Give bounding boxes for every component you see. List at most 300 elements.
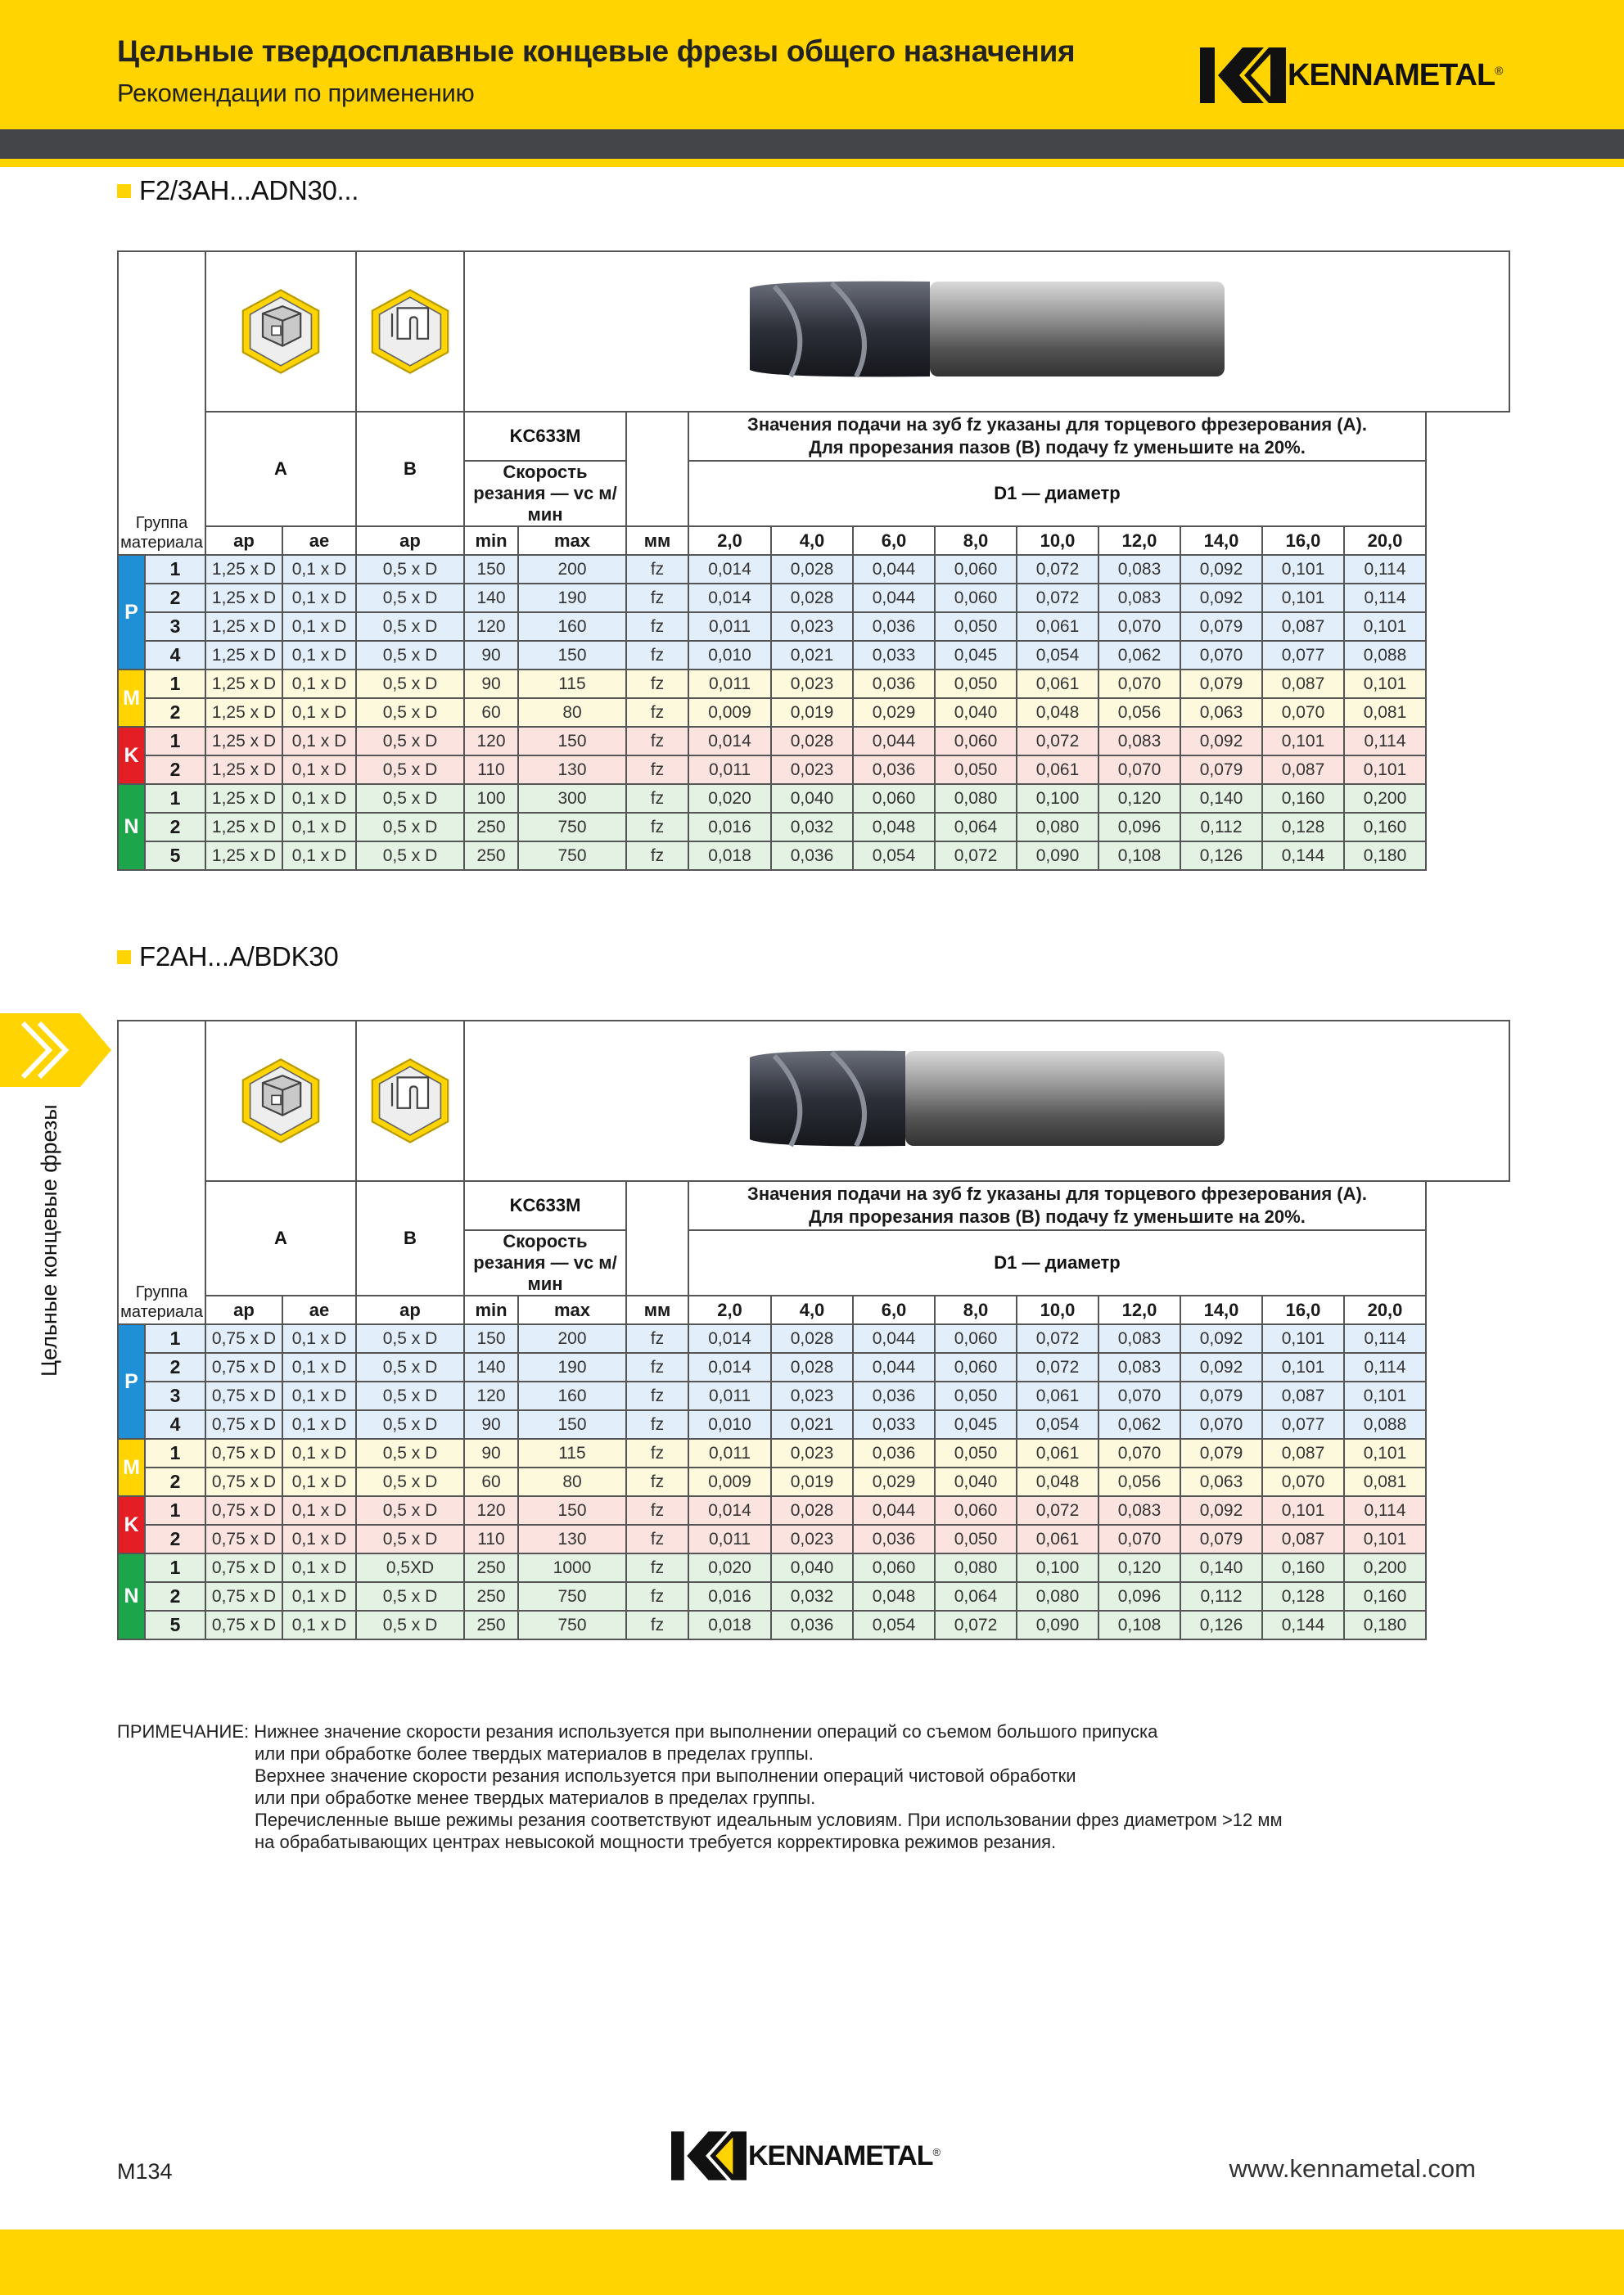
material-subgroup: 5 bbox=[145, 1611, 205, 1639]
logo-text: KENNAMETAL bbox=[1288, 57, 1495, 92]
table-row bbox=[118, 727, 1509, 755]
ae-value: 0,1 x D bbox=[282, 1439, 356, 1468]
material-subgroup: 3 bbox=[145, 1382, 205, 1410]
feed-value: 0,180 bbox=[1344, 841, 1426, 870]
table-row bbox=[118, 1324, 1509, 1353]
feed-value: 0,048 bbox=[1017, 698, 1098, 727]
table-row bbox=[118, 1439, 1509, 1468]
ae-value: 0,1 x D bbox=[282, 1468, 356, 1496]
ap-b-value: 0,5 x D bbox=[356, 612, 464, 641]
speed-max-value: 190 bbox=[518, 584, 626, 612]
feed-value: 0,079 bbox=[1180, 670, 1262, 698]
unit-value: fz bbox=[626, 813, 688, 841]
feed-value: 0,054 bbox=[1017, 641, 1098, 670]
feed-value: 0,101 bbox=[1262, 1496, 1344, 1525]
feed-value: 0,033 bbox=[853, 1410, 935, 1439]
unit-value: fz bbox=[626, 1410, 688, 1439]
feed-value: 0,050 bbox=[935, 1525, 1017, 1553]
feed-value: 0,023 bbox=[771, 1525, 853, 1553]
speed-max-value: 300 bbox=[518, 784, 626, 813]
feed-value: 0,087 bbox=[1262, 1439, 1344, 1468]
ap-value: 1,25 x D bbox=[205, 670, 282, 698]
material-subgroup: 4 bbox=[145, 641, 205, 670]
feed-value: 0,062 bbox=[1098, 641, 1180, 670]
diameter-5-header: 12,0 bbox=[1098, 526, 1180, 555]
speed-min-value: 60 bbox=[464, 698, 518, 727]
material-group-P: P bbox=[118, 1324, 145, 1439]
ap-b-value: 0,5 x D bbox=[356, 1525, 464, 1553]
feed-value: 0,101 bbox=[1344, 670, 1426, 698]
unit-value: fz bbox=[626, 1582, 688, 1611]
feed-value: 0,083 bbox=[1098, 584, 1180, 612]
note-line: Перечисленные выше режимы резания соответствуют идеальным условиям. При использовании фрез диаметром >12 мм bbox=[255, 1810, 1283, 1830]
feed-value: 0,114 bbox=[1344, 584, 1426, 612]
speed-max-value: 750 bbox=[518, 813, 626, 841]
feed-value: 0,079 bbox=[1180, 1382, 1262, 1410]
endmill-image-cell bbox=[464, 251, 1509, 412]
feed-value: 0,101 bbox=[1344, 755, 1426, 784]
unit-value: fz bbox=[626, 727, 688, 755]
material-subgroup: 1 bbox=[145, 1324, 205, 1353]
ap-b-value: 0,5 x D bbox=[356, 1382, 464, 1410]
unit-value: fz bbox=[626, 1382, 688, 1410]
speed-max-value: 190 bbox=[518, 1353, 626, 1382]
feed-value: 0,180 bbox=[1344, 1611, 1426, 1639]
ae-value: 0,1 x D bbox=[282, 641, 356, 670]
speed-min-value: 60 bbox=[464, 1468, 518, 1496]
feed-value: 0,092 bbox=[1180, 584, 1262, 612]
feed-value: 0,070 bbox=[1098, 1439, 1180, 1468]
speed-min-value: 120 bbox=[464, 1496, 518, 1525]
feed-value: 0,028 bbox=[771, 1496, 853, 1525]
feed-value: 0,070 bbox=[1098, 755, 1180, 784]
diameter-4-header: 10,0 bbox=[1017, 1296, 1098, 1324]
speed-min-value: 250 bbox=[464, 813, 518, 841]
table-row bbox=[118, 1468, 1509, 1496]
table-row bbox=[118, 1353, 1509, 1382]
ap-b-header: ap bbox=[356, 1296, 464, 1324]
ap-value: 0,75 x D bbox=[205, 1525, 282, 1553]
feed-value: 0,140 bbox=[1180, 784, 1262, 813]
speed-min-value: 150 bbox=[464, 1324, 518, 1353]
logo-text: KENNAMETAL bbox=[748, 2139, 933, 2171]
feed-note-line: Для прорезания пазов (B) подачу fz уменьшите на 20%. bbox=[809, 437, 1306, 458]
feed-value: 0,011 bbox=[688, 612, 771, 641]
ae-value: 0,1 x D bbox=[282, 1496, 356, 1525]
feed-value: 0,054 bbox=[853, 841, 935, 870]
feed-value: 0,029 bbox=[853, 1468, 935, 1496]
ap-value: 0,75 x D bbox=[205, 1410, 282, 1439]
feed-value: 0,011 bbox=[688, 1525, 771, 1553]
feed-value: 0,056 bbox=[1098, 698, 1180, 727]
feed-value: 0,061 bbox=[1017, 1525, 1098, 1553]
col-a-header: A bbox=[205, 1181, 356, 1296]
unit-value: fz bbox=[626, 612, 688, 641]
feed-value: 0,144 bbox=[1262, 841, 1344, 870]
endmill-image-cell bbox=[464, 1021, 1509, 1181]
feed-value: 0,070 bbox=[1262, 1468, 1344, 1496]
spec-table bbox=[117, 250, 1510, 871]
speed-max-value: 1000 bbox=[518, 1553, 626, 1582]
ae-value: 0,1 x D bbox=[282, 1324, 356, 1353]
mm-header: мм bbox=[626, 1296, 688, 1324]
feed-value: 0,021 bbox=[771, 1410, 853, 1439]
feed-value: 0,036 bbox=[853, 1439, 935, 1468]
feed-value: 0,114 bbox=[1344, 555, 1426, 584]
kennametal-k-icon bbox=[671, 2131, 747, 2180]
ap-value: 0,75 x D bbox=[205, 1439, 282, 1468]
table-row bbox=[118, 841, 1509, 870]
feed-value: 0,018 bbox=[688, 1611, 771, 1639]
feed-value: 0,044 bbox=[853, 584, 935, 612]
feed-value: 0,070 bbox=[1262, 698, 1344, 727]
table-row bbox=[118, 584, 1509, 612]
feed-value: 0,028 bbox=[771, 727, 853, 755]
feed-value: 0,018 bbox=[688, 841, 771, 870]
ap-b-value: 0,5 x D bbox=[356, 1324, 464, 1353]
feed-value: 0,019 bbox=[771, 1468, 853, 1496]
table-row bbox=[118, 1382, 1509, 1410]
speed-max-value: 200 bbox=[518, 555, 626, 584]
speed-max-value: 750 bbox=[518, 1582, 626, 1611]
kennametal-logo bbox=[1200, 47, 1504, 103]
feed-value: 0,048 bbox=[1017, 1468, 1098, 1496]
feed-value: 0,036 bbox=[771, 1611, 853, 1639]
header-yellow-stripe bbox=[0, 159, 1624, 167]
speed-header: Скорость резания — vc м/мин bbox=[464, 1230, 626, 1296]
diameter-2-header: 6,0 bbox=[853, 526, 935, 555]
ae-value: 0,1 x D bbox=[282, 612, 356, 641]
feed-value: 0,080 bbox=[935, 784, 1017, 813]
feed-value: 0,011 bbox=[688, 1439, 771, 1468]
feed-value: 0,128 bbox=[1262, 1582, 1344, 1611]
feed-value: 0,128 bbox=[1262, 813, 1344, 841]
ap-header: ap bbox=[205, 1296, 282, 1324]
speed-max-value: 150 bbox=[518, 1496, 626, 1525]
page-title: Цельные твердосплавные концевые фрезы общего назначения bbox=[117, 34, 1076, 68]
speed-header: Скорость резания — vc м/мин bbox=[464, 461, 626, 526]
feed-value: 0,088 bbox=[1344, 1410, 1426, 1439]
feed-value: 0,101 bbox=[1262, 1324, 1344, 1353]
unit-value: fz bbox=[626, 755, 688, 784]
table-row bbox=[118, 1525, 1509, 1553]
ap-b-value: 0,5 x D bbox=[356, 727, 464, 755]
ap-value: 1,25 x D bbox=[205, 784, 282, 813]
feed-value: 0,054 bbox=[853, 1611, 935, 1639]
unit-value: fz bbox=[626, 1468, 688, 1496]
feed-value: 0,044 bbox=[853, 1353, 935, 1382]
feed-value: 0,079 bbox=[1180, 755, 1262, 784]
material-subgroup: 2 bbox=[145, 1525, 205, 1553]
feed-value: 0,014 bbox=[688, 1324, 771, 1353]
page-number: M134 bbox=[117, 2159, 173, 2184]
feed-value: 0,061 bbox=[1017, 755, 1098, 784]
feed-value: 0,108 bbox=[1098, 1611, 1180, 1639]
feed-value: 0,092 bbox=[1180, 1353, 1262, 1382]
speed-min-value: 90 bbox=[464, 641, 518, 670]
feed-value: 0,081 bbox=[1344, 1468, 1426, 1496]
feed-value: 0,092 bbox=[1180, 1324, 1262, 1353]
unit-value: fz bbox=[626, 584, 688, 612]
speed-min-value: 120 bbox=[464, 612, 518, 641]
note-line: или при обработке более твердых материалов в пределах группы. bbox=[255, 1743, 814, 1764]
feed-value: 0,092 bbox=[1180, 727, 1262, 755]
speed-max-value: 80 bbox=[518, 698, 626, 727]
feed-value: 0,014 bbox=[688, 1353, 771, 1382]
feed-value: 0,101 bbox=[1344, 1525, 1426, 1553]
mm-header: мм bbox=[626, 526, 688, 555]
feed-value: 0,028 bbox=[771, 584, 853, 612]
empty-header-cell bbox=[626, 412, 688, 526]
ap-b-value: 0,5 x D bbox=[356, 584, 464, 612]
unit-value: fz bbox=[626, 698, 688, 727]
feed-value: 0,112 bbox=[1180, 813, 1262, 841]
feed-value: 0,061 bbox=[1017, 1439, 1098, 1468]
unit-value: fz bbox=[626, 555, 688, 584]
speed-min-value: 90 bbox=[464, 1410, 518, 1439]
table-row bbox=[118, 641, 1509, 670]
speed-min-value: 140 bbox=[464, 1353, 518, 1382]
feed-value: 0,062 bbox=[1098, 1410, 1180, 1439]
speed-min-value: 250 bbox=[464, 1611, 518, 1639]
ae-value: 0,1 x D bbox=[282, 813, 356, 841]
ap-value: 0,75 x D bbox=[205, 1582, 282, 1611]
material-group-M: M bbox=[118, 1439, 145, 1496]
feed-value: 0,023 bbox=[771, 1439, 853, 1468]
material-subgroup: 4 bbox=[145, 1410, 205, 1439]
ap-value: 1,25 x D bbox=[205, 555, 282, 584]
table-row bbox=[118, 1553, 1509, 1582]
diameter-6-header: 14,0 bbox=[1180, 1296, 1262, 1324]
feed-value: 0,060 bbox=[935, 1324, 1017, 1353]
ap-b-value: 0,5 x D bbox=[356, 1410, 464, 1439]
feed-note-line: Для прорезания пазов (B) подачу fz уменьшите на 20%. bbox=[809, 1206, 1306, 1227]
feed-value: 0,063 bbox=[1180, 1468, 1262, 1496]
ap-b-value: 0,5 x D bbox=[356, 1353, 464, 1382]
diameter-7-header: 16,0 bbox=[1262, 1296, 1344, 1324]
min-header: min bbox=[464, 1296, 518, 1324]
feed-value: 0,101 bbox=[1344, 1439, 1426, 1468]
speed-max-value: 160 bbox=[518, 1382, 626, 1410]
max-header: max bbox=[518, 526, 626, 555]
feed-value: 0,081 bbox=[1344, 698, 1426, 727]
feed-value: 0,160 bbox=[1262, 1553, 1344, 1582]
unit-value: fz bbox=[626, 1439, 688, 1468]
ap-value: 0,75 x D bbox=[205, 1611, 282, 1639]
feed-value: 0,011 bbox=[688, 755, 771, 784]
ae-header: ae bbox=[282, 1296, 356, 1324]
feed-value: 0,083 bbox=[1098, 1324, 1180, 1353]
feed-value: 0,079 bbox=[1180, 1525, 1262, 1553]
feed-value: 0,048 bbox=[853, 1582, 935, 1611]
ae-value: 0,1 x D bbox=[282, 1553, 356, 1582]
speed-max-value: 80 bbox=[518, 1468, 626, 1496]
feed-value: 0,060 bbox=[935, 555, 1017, 584]
feed-value: 0,140 bbox=[1180, 1553, 1262, 1582]
feed-value: 0,083 bbox=[1098, 555, 1180, 584]
feed-value: 0,072 bbox=[935, 841, 1017, 870]
ap-value: 0,75 x D bbox=[205, 1353, 282, 1382]
feed-value: 0,072 bbox=[1017, 555, 1098, 584]
material-subgroup: 2 bbox=[145, 1468, 205, 1496]
ap-b-value: 0,5 x D bbox=[356, 784, 464, 813]
feed-value: 0,126 bbox=[1180, 1611, 1262, 1639]
feed-value: 0,044 bbox=[853, 555, 935, 584]
feed-value: 0,023 bbox=[771, 670, 853, 698]
speed-max-value: 115 bbox=[518, 1439, 626, 1468]
note-block bbox=[117, 1720, 1283, 1853]
ae-value: 0,1 x D bbox=[282, 1525, 356, 1553]
speed-min-value: 250 bbox=[464, 1582, 518, 1611]
table-row bbox=[118, 698, 1509, 727]
table-row bbox=[118, 612, 1509, 641]
material-subgroup: 2 bbox=[145, 698, 205, 727]
col-b-header: B bbox=[356, 1181, 464, 1296]
feed-value: 0,100 bbox=[1017, 1553, 1098, 1582]
table-row bbox=[118, 1611, 1509, 1639]
feed-value: 0,014 bbox=[688, 555, 771, 584]
feed-value: 0,032 bbox=[771, 1582, 853, 1611]
feed-value: 0,101 bbox=[1344, 612, 1426, 641]
feed-value: 0,080 bbox=[1017, 1582, 1098, 1611]
logo-registered: ® bbox=[1495, 64, 1504, 77]
feed-value: 0,072 bbox=[1017, 584, 1098, 612]
feed-value: 0,032 bbox=[771, 813, 853, 841]
operation-b-icon-cell bbox=[356, 1021, 464, 1181]
feed-value: 0,044 bbox=[853, 1496, 935, 1525]
feed-value: 0,072 bbox=[1017, 727, 1098, 755]
speed-min-value: 140 bbox=[464, 584, 518, 612]
feed-value: 0,160 bbox=[1262, 784, 1344, 813]
table-row bbox=[118, 555, 1509, 584]
ap-value: 1,25 x D bbox=[205, 813, 282, 841]
feed-value: 0,079 bbox=[1180, 612, 1262, 641]
speed-max-value: 130 bbox=[518, 1525, 626, 1553]
ap-value: 1,25 x D bbox=[205, 841, 282, 870]
feed-value: 0,096 bbox=[1098, 1582, 1180, 1611]
feed-value: 0,083 bbox=[1098, 1353, 1180, 1382]
material-subgroup: 2 bbox=[145, 1582, 205, 1611]
table-row bbox=[118, 813, 1509, 841]
material-subgroup: 2 bbox=[145, 584, 205, 612]
feed-value: 0,060 bbox=[935, 1496, 1017, 1525]
footer-kennametal-logo bbox=[671, 2131, 941, 2180]
feed-value: 0,083 bbox=[1098, 727, 1180, 755]
diameter-header: D1 — диаметр bbox=[688, 1230, 1426, 1296]
ae-value: 0,1 x D bbox=[282, 727, 356, 755]
diameter-1-header: 4,0 bbox=[771, 526, 853, 555]
feed-note-header bbox=[688, 1181, 1426, 1230]
speed-max-value: 130 bbox=[518, 755, 626, 784]
unit-value: fz bbox=[626, 1525, 688, 1553]
material-group-header: Группа материала bbox=[118, 251, 205, 555]
footer-band bbox=[0, 2230, 1624, 2295]
speed-min-value: 110 bbox=[464, 1525, 518, 1553]
diameter-3-header: 8,0 bbox=[935, 1296, 1017, 1324]
feed-value: 0,061 bbox=[1017, 1382, 1098, 1410]
feed-value: 0,063 bbox=[1180, 698, 1262, 727]
feed-value: 0,050 bbox=[935, 1382, 1017, 1410]
speed-max-value: 200 bbox=[518, 1324, 626, 1353]
feed-value: 0,036 bbox=[853, 1382, 935, 1410]
ae-value: 0,1 x D bbox=[282, 670, 356, 698]
max-header: max bbox=[518, 1296, 626, 1324]
unit-value: fz bbox=[626, 1353, 688, 1382]
feed-value: 0,023 bbox=[771, 755, 853, 784]
ap-header: ap bbox=[205, 526, 282, 555]
ap-b-value: 0,5 x D bbox=[356, 1611, 464, 1639]
unit-value: fz bbox=[626, 1324, 688, 1353]
speed-min-value: 120 bbox=[464, 727, 518, 755]
ap-b-value: 0,5 x D bbox=[356, 755, 464, 784]
diameter-3-header: 8,0 bbox=[935, 526, 1017, 555]
feed-value: 0,112 bbox=[1180, 1582, 1262, 1611]
section-bullet bbox=[117, 950, 131, 964]
feed-value: 0,064 bbox=[935, 1582, 1017, 1611]
side-section-label: Цельные концевые фрезы bbox=[37, 1104, 61, 1377]
ap-b-value: 0,5 x D bbox=[356, 670, 464, 698]
speed-min-value: 90 bbox=[464, 670, 518, 698]
feed-value: 0,011 bbox=[688, 670, 771, 698]
material-group-N: N bbox=[118, 784, 145, 870]
feed-value: 0,014 bbox=[688, 1496, 771, 1525]
feed-value: 0,087 bbox=[1262, 1382, 1344, 1410]
feed-value: 0,009 bbox=[688, 1468, 771, 1496]
feed-value: 0,036 bbox=[771, 841, 853, 870]
feed-value: 0,040 bbox=[771, 1553, 853, 1582]
ae-value: 0,1 x D bbox=[282, 784, 356, 813]
ap-b-value: 0,5 x D bbox=[356, 698, 464, 727]
feed-value: 0,070 bbox=[1098, 670, 1180, 698]
material-subgroup: 1 bbox=[145, 1496, 205, 1525]
speed-min-value: 110 bbox=[464, 755, 518, 784]
unit-value: fz bbox=[626, 1496, 688, 1525]
feed-value: 0,009 bbox=[688, 698, 771, 727]
speed-max-value: 150 bbox=[518, 727, 626, 755]
feed-value: 0,101 bbox=[1262, 1353, 1344, 1382]
kennametal-k-icon bbox=[1200, 47, 1286, 103]
feed-value: 0,020 bbox=[688, 784, 771, 813]
ap-value: 1,25 x D bbox=[205, 698, 282, 727]
feed-value: 0,061 bbox=[1017, 612, 1098, 641]
feed-value: 0,020 bbox=[688, 1553, 771, 1582]
website-link[interactable]: www.kennametal.com bbox=[1229, 2154, 1476, 2183]
feed-value: 0,050 bbox=[935, 612, 1017, 641]
feed-value: 0,087 bbox=[1262, 1525, 1344, 1553]
ap-b-value: 0,5 x D bbox=[356, 841, 464, 870]
section-bullet bbox=[117, 184, 131, 198]
ap-b-value: 0,5 x D bbox=[356, 1582, 464, 1611]
diameter-0-header: 2,0 bbox=[688, 1296, 771, 1324]
feed-value: 0,072 bbox=[1017, 1353, 1098, 1382]
diameter-2-header: 6,0 bbox=[853, 1296, 935, 1324]
feed-value: 0,010 bbox=[688, 1410, 771, 1439]
endmill-image-icon-0 bbox=[619, 272, 1356, 386]
ae-value: 0,1 x D bbox=[282, 1582, 356, 1611]
section-title-text: F2AH...A/BDK30 bbox=[139, 941, 339, 972]
material-subgroup: 2 bbox=[145, 1353, 205, 1382]
feed-value: 0,011 bbox=[688, 1382, 771, 1410]
ap-value: 1,25 x D bbox=[205, 727, 282, 755]
speed-max-value: 750 bbox=[518, 1611, 626, 1639]
feed-value: 0,061 bbox=[1017, 670, 1098, 698]
feed-value: 0,100 bbox=[1017, 784, 1098, 813]
diameter-8-header: 20,0 bbox=[1344, 1296, 1426, 1324]
feed-value: 0,033 bbox=[853, 641, 935, 670]
table-row bbox=[118, 1582, 1509, 1611]
ae-value: 0,1 x D bbox=[282, 1410, 356, 1439]
table-row bbox=[118, 670, 1509, 698]
